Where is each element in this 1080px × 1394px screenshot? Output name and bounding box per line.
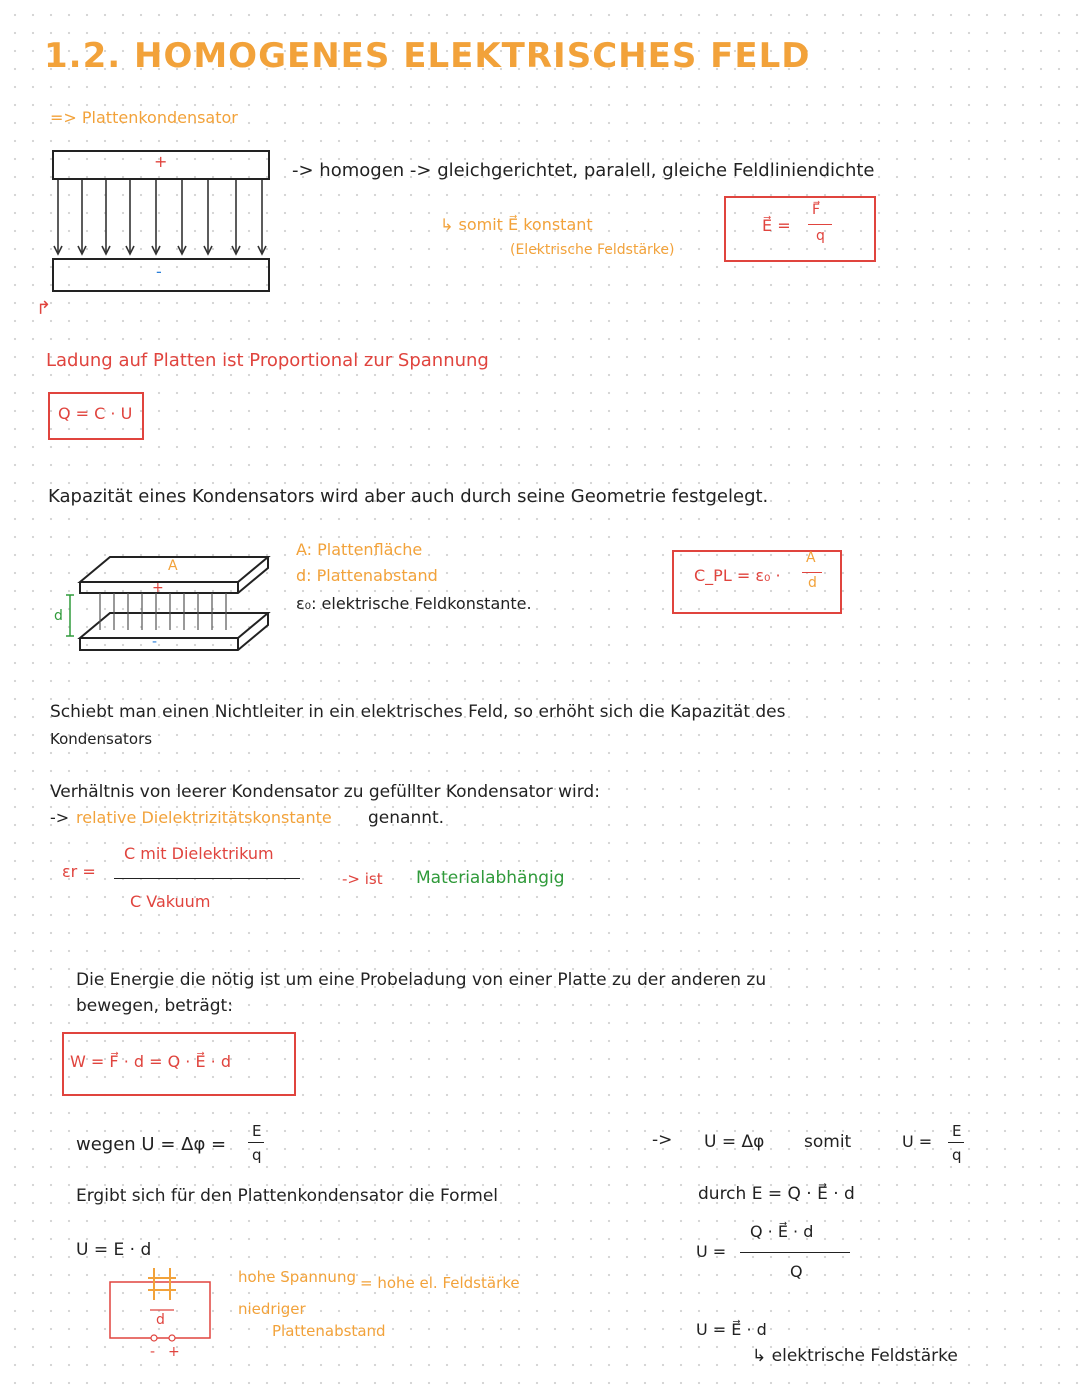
formula-e-den: q bbox=[816, 228, 825, 244]
right-u2-lhs: U = bbox=[696, 1242, 727, 1261]
ergibt-text: Ergibt sich für den Plattenkondensator die Formel bbox=[76, 1186, 499, 1206]
right-u-frac-den: q bbox=[952, 1146, 962, 1164]
somit-text: ↳ somit E⃗ konstant bbox=[440, 215, 593, 234]
right-u3: U = E⃗ · d bbox=[696, 1320, 767, 1339]
hohe-feld: = hohe el. Feldstärke bbox=[360, 1274, 520, 1292]
fraction-line bbox=[808, 224, 832, 225]
formula-e-lhs: E⃗ = bbox=[762, 216, 791, 235]
cap2-plus: + bbox=[152, 580, 164, 596]
right-u-frac-lhs: U = bbox=[902, 1132, 933, 1151]
homogen-text: -> homogen -> gleichgerichtet, paralell, gleiche Feldliniendichte bbox=[292, 160, 875, 181]
right-u3-note: ↳ elektrische Feldstärke bbox=[752, 1346, 958, 1366]
fraction-line bbox=[740, 1252, 850, 1253]
verhaeltnis-text: Verhältnis von leerer Kondensator zu gefüllter Kondensator wird: bbox=[50, 782, 600, 802]
cap2-a-label: A bbox=[168, 558, 178, 574]
formula-c-lhs: C_PL = ε₀ · bbox=[694, 566, 781, 585]
circuit-d-label: d bbox=[156, 1312, 165, 1328]
corner-arrow-icon: ↱ bbox=[36, 298, 52, 319]
material-text: Materialabhängig bbox=[416, 868, 565, 888]
page-title: 1.2. HOMOGENES ELEKTRISCHES FELD bbox=[44, 36, 811, 76]
circuit-minus: - bbox=[150, 1344, 156, 1360]
ladung-text: Ladung auf Platten ist Proportional zur Spannung bbox=[46, 350, 489, 371]
nichtleiter-text-2: Kondensators bbox=[50, 730, 153, 748]
right-arrow: -> bbox=[652, 1130, 673, 1150]
niedriger: niedriger bbox=[238, 1300, 306, 1318]
legend-d: d: Plattenabstand bbox=[296, 566, 438, 585]
formula-u: U = E · d bbox=[76, 1240, 152, 1260]
cap2-minus: - bbox=[152, 634, 158, 650]
wegen-num: E bbox=[252, 1122, 262, 1140]
formula-c-den: d bbox=[808, 575, 817, 591]
formula-eps-lhs: εr = bbox=[62, 862, 96, 881]
right-u-delta: U = Δφ bbox=[704, 1132, 765, 1152]
right-somit: somit bbox=[804, 1132, 852, 1152]
fraction-line bbox=[802, 572, 822, 573]
somit-sub: (Elektrische Feldstärke) bbox=[510, 242, 675, 258]
right-u2-num: Q · E⃗ · d bbox=[750, 1222, 814, 1241]
formula-c-num: A bbox=[806, 550, 816, 566]
circuit-diagram bbox=[0, 0, 400, 1394]
cap2-d-label: d bbox=[54, 608, 63, 624]
energie-text-2: bewegen, beträgt: bbox=[76, 996, 233, 1016]
circuit-plus: + bbox=[168, 1344, 180, 1360]
genannt-text: genannt. bbox=[368, 808, 445, 828]
formula-q: Q = C · U bbox=[58, 404, 133, 423]
right-u2-den: Q bbox=[790, 1262, 803, 1281]
formula-e-box bbox=[724, 196, 876, 262]
formula-eps-num: C mit Dielektrikum bbox=[124, 844, 274, 863]
minus-sign: - bbox=[156, 262, 162, 281]
legend-e0: ε₀: elektrische Feldkonstante. bbox=[296, 594, 532, 613]
legend-a: A: Plattenfläche bbox=[296, 540, 423, 559]
fraction-line bbox=[948, 1142, 964, 1143]
right-u-frac-num: E bbox=[952, 1122, 962, 1140]
energie-text-1: Die Energie die nötig ist um eine Probeladung von einer Platte zu der anderen zu bbox=[76, 970, 767, 990]
plus-sign: + bbox=[154, 152, 168, 171]
hohe-spannung: hohe Spannung bbox=[238, 1268, 356, 1286]
kapazitaet-text: Kapazität eines Kondensators wird aber auch durch seine Geometrie festgelegt. bbox=[48, 486, 769, 507]
wegen-den: q bbox=[252, 1146, 262, 1164]
material-arrow: -> ist bbox=[342, 870, 383, 888]
arrow-mark: -> bbox=[50, 808, 70, 827]
relative-text: relative Dielektrizitätskonstante bbox=[76, 808, 332, 827]
formula-w: W = F⃗ · d = Q · E⃗ · d bbox=[70, 1052, 231, 1071]
subtitle: => Plattenkondensator bbox=[50, 108, 238, 127]
wegen-text: wegen U = Δφ = bbox=[76, 1134, 227, 1155]
nichtleiter-text-1: Schiebt man einen Nichtleiter in ein elektrisches Feld, so erhöht sich die Kapazität des bbox=[50, 702, 786, 722]
formula-e-num: F⃗ bbox=[812, 202, 821, 218]
right-durch: durch E = Q · E⃗ · d bbox=[698, 1184, 855, 1204]
formula-eps-den: C Vakuum bbox=[130, 892, 211, 911]
plattenabstand: Plattenabstand bbox=[272, 1322, 386, 1340]
